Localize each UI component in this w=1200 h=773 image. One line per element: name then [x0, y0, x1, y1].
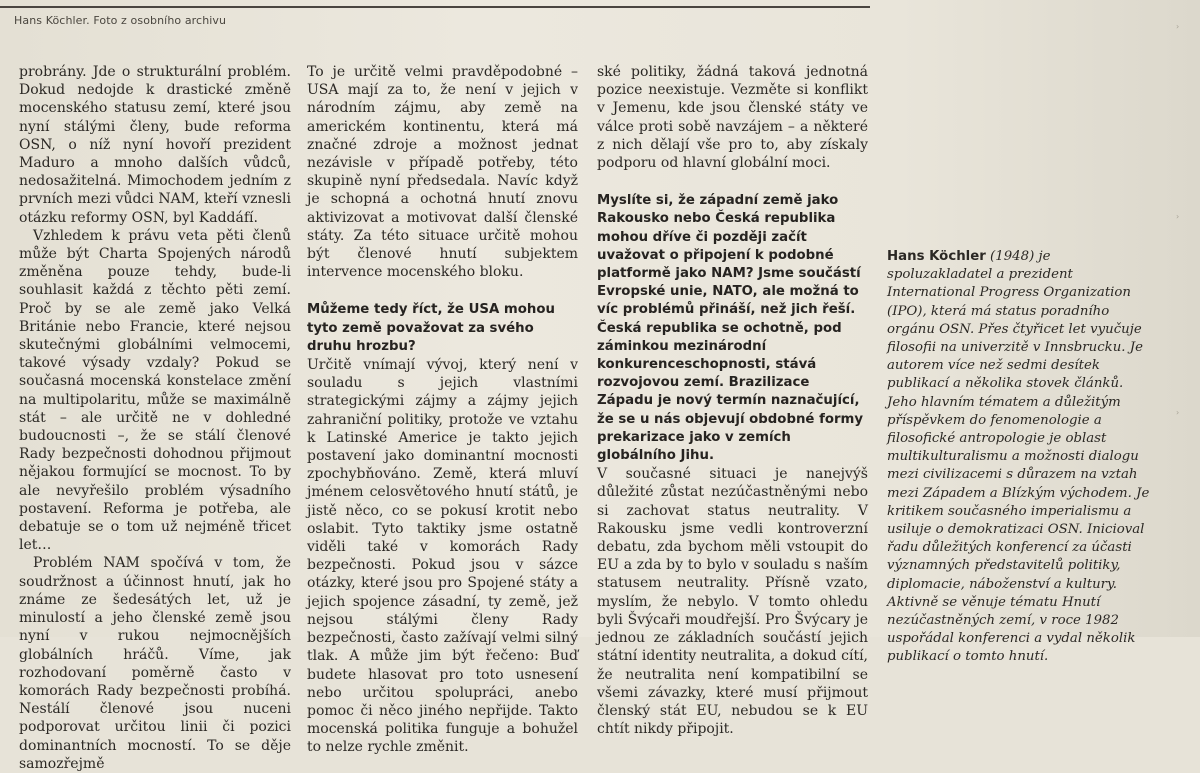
author-bio — [887, 248, 1157, 667]
interview-question: Můžeme tedy říct, že USA mohou tyto země považovat za svého druhu hrozbu? — [307, 302, 555, 354]
top-rule — [0, 6, 870, 8]
paragraph: V současné situaci je nanejvýš důležité zůstat nezúčastněnými nebo si zachovat status neutrality. V Rakousku jsme vedli kontroverzní debatu, zda bychom měli vstoupit do EU a zda by to bylo v souladu s naším statusem neutrality. Přísně vzato, myslím, že nebylo. V tomto ohledu byli Švýcaři moudřejší. Pro Švýcary je jednou ze základních součástí jejich státní identity neutralita, a dokud cítí, že neutralita není kompatibilní se všemi závazky, které musí přijmout členský stát EU, nebudou se k EU chtít nikdy připojit. — [597, 466, 868, 738]
paragraph: Vzhledem k právu veta pěti členů může být Charta Spojených národů změněna pouze tehdy, bude-li souhlasit každá z těchto pěti zemí. Proč by se ale země jako Velká Británie nebo Francie, které nejsou skutečnými globálními velmocemi, takové výsady vzdaly? Pokud se současná mocenská konstelace změní na multipolaritu, může se maximálně stát – ale určitě ne v dohledné budoucnosti –, že se stálí členové Rady bezpečnosti dohodnou přijmout nějakou formující se mocnost. To by ale nevyřešilo problém výsadního postavení. Reforma je potřeba, ale debatuje se o tom už nejméně třicet let… — [19, 227, 291, 554]
column-2 — [307, 63, 578, 757]
paragraph: Problém NAM spočívá v tom, že soudržnost a účinnost hnutí, jak ho známe ze šedesátých let, už je minulostí a jeho členské země jsou nyní v rukou nejmocnějších globálních hráčů. Víme, jak rozhodovaní poměrně často v komorách Rady bezpečnosti probíhá. Nestálí členové jsou nuceni podporovat určitou linii či pozici dominantních mocností. To se děje samozřejmě — [19, 555, 291, 772]
bio-text: (1948) je spoluzakladatel a prezident International Progress Organization (IPO), která má status poradního orgánu OSN. Přes čtyřicet let vyučuje filosofii na univerzitě v Innsbrucku. Je autorem více než sedmi desítek publikací a několika stovek článků. Jeho hlavním tématem a důležitým příspěvkem do fenomenologie a filosofické antropologie je oblast multikulturalismu a možnosti dialogu mezi civilizacemi s důrazem na vztah mezi Západem a Blízkým východem. Je kritikem současného imperialismu a usiluje o demokratizaci OSN. Inicioval řadu důležitých konferencí za účasti významných představitelů politiky, diplomacie, náboženství a kultury. Aktivně se věnuje tématu Hnutí nezúčastněných zemí, v roce 1982 uspořádal konferenci a vydal několik publikací o tomto hnutí. — [887, 249, 1150, 665]
margin-mark: › — [1176, 212, 1180, 221]
column-1 — [19, 63, 291, 773]
interview-question: Myslíte si, že západní země jako Rakousko nebo Česká republika mohou dříve či později začít uvažovat o připojení k podobné platformě jako NAM? Jsme součástí Evropské unie, NATO, ale možná to víc problémů přináší, než jich řeší. Česká republika se ochotně, pod záminkou mezinárodní konkurenceschopnosti, stává rozvojovou zemí. Brazilizace Západu je nový termín naznačující, že se u nás objevují obdobné formy prekarizace jako v zemích globálního Jihu. — [597, 193, 864, 464]
margin-mark: › — [1176, 22, 1180, 31]
column-3 — [597, 63, 868, 738]
paragraph: probrány. Jde o strukturální problém. Dokud nedojde k drastické změně mocenského statusu zemí, které jsou nyní stálými členy, bude reforma OSN, o níž nyní hovoří prezident Maduro a mnoho dalších vůdců, nedosažitelná. Mimochodem jedním z prvních mezi vůdci NAM, kteří vznesli otázku reformy OSN, byl Kaddáfí. — [19, 64, 291, 226]
paragraph: ské politiky, žádná taková jednotná pozice neexistuje. Vezměte si konflikt v Jemenu, kde jsou členské státy ve válce proti sobě navzájem – a některé z nich dělají vše pro to, aby získaly podporu od hlavní globální moci. — [597, 64, 868, 172]
margin-mark: › — [1176, 408, 1180, 417]
paragraph: To je určitě velmi pravděpodobné – USA mají za to, že není v jejich v národním zájmu, aby země na americkém kontinentu, která má značné zdroje a možnost jednat nezávisle v případě potřeby, této skupině nyní předsedala. Navíc když je schopná a ochotná hnutí znovu aktivizovat a motivovat další členské státy. Za této situace určitě mohou být členové hnutí subjektem intervence mocenského bloku. — [307, 64, 578, 281]
bio-name: Hans Köchler — [887, 249, 986, 264]
photo-caption: Hans Köchler. Foto z osobního archivu — [14, 14, 227, 27]
paragraph: Určitě vnímají vývoj, který není v souladu s jejich vlastními strategickými zájmy a zájmy jejich zahraniční politiky, protože ve vztahu k Latinské Americe je takto jejich postavení jako dominantní mocnosti zpochybňováno. Země, která mluví jménem celosvětového hnutí států, je jistě něco, co se pokusí krotit nebo oslabit. Tyto taktiky jsme ostatně viděli také v komorách Rady bezpečnosti. Pokud jsou v sázce otázky, které jsou pro Spojené státy a jejich spojence zásadní, ty země, jež nejsou stálými členy Rady bezpečnosti, často zažívají velmi silný tlak. A může jim být řečeno: Buď budete hlasovat pro toto usnesení nebo určitou spolupráci, anebo pomoc či něco jiného nepřijde. Takto mocenská politika funguje a bohužel to nelze rychle změnit. — [307, 357, 578, 756]
